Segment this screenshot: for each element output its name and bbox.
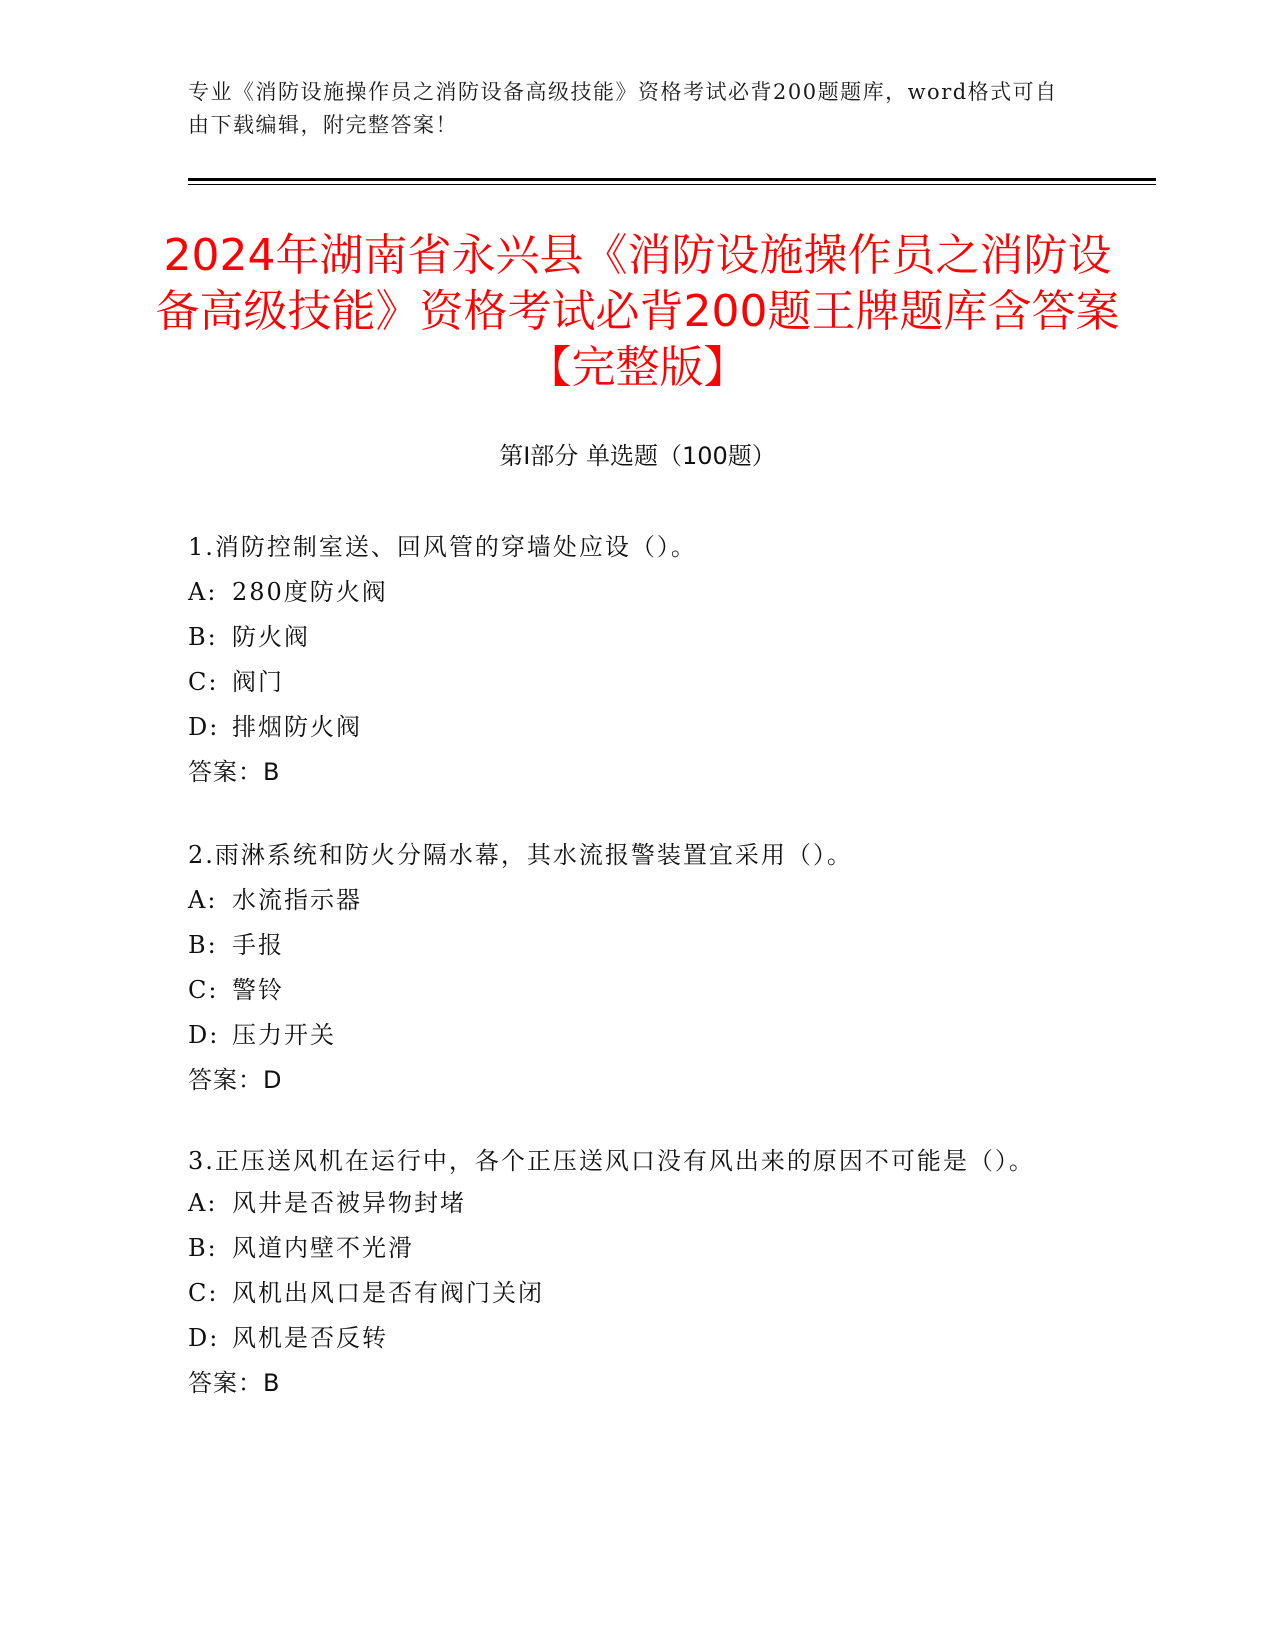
option-b <box>188 1226 1088 1271</box>
option-b <box>188 615 1088 660</box>
option-letter: C: <box>188 976 219 1004</box>
option-letter: B: <box>188 623 218 651</box>
option-a <box>188 878 1088 923</box>
option-text: 风道内壁不光滑 <box>232 1234 414 1262</box>
document-title: 2024年湖南省永兴县《消防设施操作员之消防设备高级技能》资格考试必背200题王牌题库含答案【完整版】 <box>155 230 1120 393</box>
answer-line <box>188 1361 1088 1406</box>
answer-label: 答案： <box>188 1066 263 1094</box>
option-letter: D: <box>188 713 220 741</box>
option-text: 风机是否反转 <box>232 1324 388 1352</box>
option-c <box>188 968 1088 1013</box>
option-a <box>188 1181 1088 1226</box>
question-1 <box>188 525 1088 795</box>
question-stem: 2.雨淋系统和防火分隔水幕，其水流报警装置宜采用（）。 <box>188 841 853 869</box>
option-text: 警铃 <box>232 976 284 1004</box>
option-d <box>188 1013 1088 1058</box>
option-letter: C: <box>188 1279 219 1307</box>
question-list <box>188 525 1088 1444</box>
option-a <box>188 570 1088 615</box>
option-letter: D: <box>188 1324 220 1352</box>
option-text: 风机出风口是否有阀门关闭 <box>232 1279 544 1307</box>
question-2 <box>188 833 1088 1103</box>
option-letter: B: <box>188 931 218 959</box>
option-text: 手报 <box>232 931 284 959</box>
section-heading: 第I部分 单选题（100题） <box>499 442 776 470</box>
option-letter: B: <box>188 1234 218 1262</box>
header-rule-thin <box>188 184 1156 185</box>
header-rule-thick <box>188 178 1156 181</box>
answer-value: D <box>263 1066 283 1094</box>
option-d <box>188 705 1088 750</box>
option-text: 水流指示器 <box>232 886 362 914</box>
option-b <box>188 923 1088 968</box>
option-letter: A: <box>188 1189 218 1217</box>
answer-line <box>188 750 1088 795</box>
question-stem: 1.消防控制室送、回风管的穿墙处应设（）。 <box>188 533 697 561</box>
option-letter: C: <box>188 668 219 696</box>
question-3 <box>188 1141 1088 1406</box>
answer-value: B <box>263 758 281 786</box>
answer-line <box>188 1058 1088 1103</box>
answer-value: B <box>263 1369 281 1397</box>
answer-label: 答案： <box>188 1369 263 1397</box>
option-text: 风井是否被异物封堵 <box>232 1189 466 1217</box>
option-letter: A: <box>188 578 218 606</box>
option-text: 排烟防火阀 <box>232 713 362 741</box>
option-letter: D: <box>188 1021 220 1049</box>
option-text: 阀门 <box>232 668 284 696</box>
header-note: 专业《消防设施操作员之消防设备高级技能》资格考试必背200题题库，word格式可自由下载编辑，附完整答案！ <box>188 80 1058 137</box>
option-c <box>188 1271 1088 1316</box>
option-d <box>188 1316 1088 1361</box>
option-text: 压力开关 <box>232 1021 336 1049</box>
option-letter: A: <box>188 886 218 914</box>
answer-label: 答案： <box>188 758 263 786</box>
option-c <box>188 660 1088 705</box>
option-text: 防火阀 <box>232 623 310 651</box>
question-stem: 3.正压送风机在运行中，各个正压送风口没有风出来的原因不可能是（）。 <box>188 1147 1035 1175</box>
option-text: 280度防火阀 <box>232 578 388 606</box>
